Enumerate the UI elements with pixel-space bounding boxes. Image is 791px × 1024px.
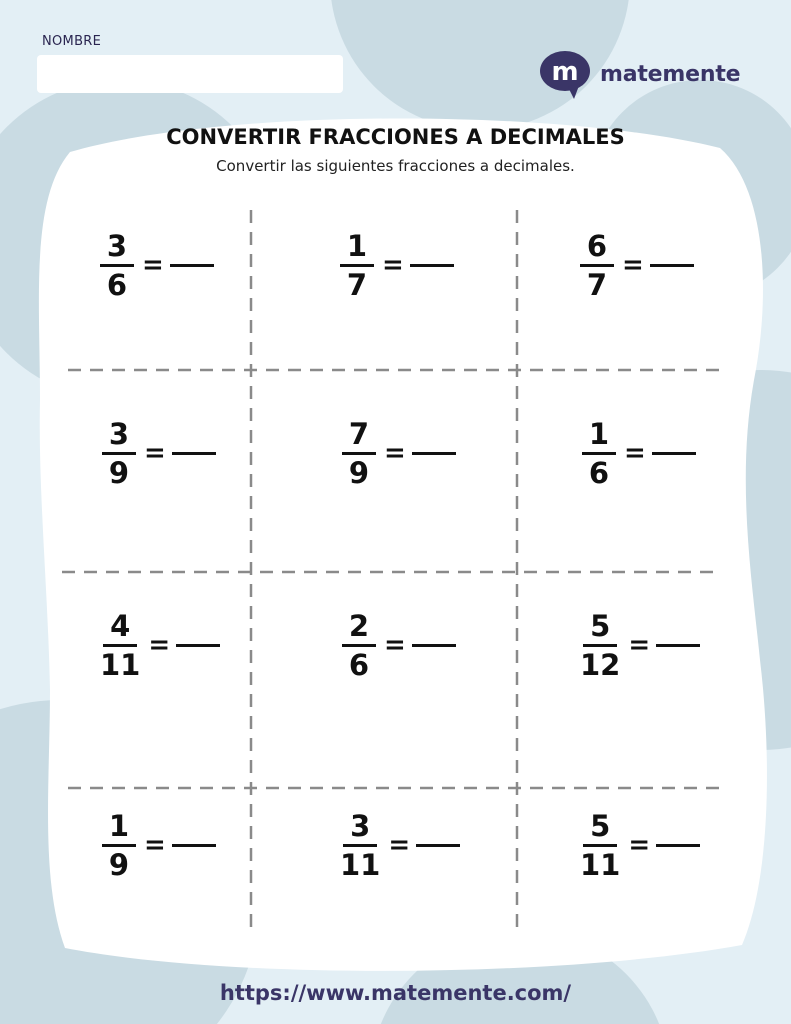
problem-cell [340,805,470,885]
denominator: 9 [108,847,130,882]
fraction [582,417,616,490]
numerator: 3 [350,808,371,843]
fraction-bar [583,644,617,647]
denominator: 11 [580,847,621,882]
denominator: 9 [108,455,130,490]
fraction-bar [583,844,617,847]
fraction [340,229,374,302]
numerator: 5 [590,808,611,843]
fraction [580,609,620,682]
answer-blank[interactable] [412,452,456,455]
equals-sign: = [628,630,651,660]
answer-blank[interactable] [172,452,216,455]
problem-cell [582,413,712,493]
fraction [102,809,136,882]
matemente-logo[interactable] [538,49,740,99]
problem-cell [580,225,710,305]
problem-cell [342,413,472,493]
equals-sign: = [388,830,411,860]
numerator: 3 [108,416,130,451]
equals-sign: = [148,630,171,660]
denominator: 9 [348,455,370,490]
fraction-bar [580,264,614,267]
equals-sign: = [628,830,651,860]
numerator: 4 [110,608,131,643]
worksheet-instructions: Convertir las siguientes fracciones a decimales. [216,157,575,175]
denominator: 6 [106,267,128,302]
fraction-bar [582,452,616,455]
footer-url[interactable]: https://www.matemente.com/ [219,981,572,1005]
fraction [102,417,136,490]
problem-cell [102,413,232,493]
fraction-bar [102,452,136,455]
fraction-bar [102,844,136,847]
problem-cell [342,605,472,685]
equals-sign: = [384,438,406,468]
equals-sign: = [144,438,166,468]
fraction [342,417,376,490]
answer-blank[interactable] [652,452,696,455]
equals-sign: = [384,630,406,660]
denominator: 7 [346,267,368,302]
numerator: 5 [590,608,611,643]
numerator: 1 [108,808,130,843]
problem-cell [580,805,710,885]
fraction-bar [340,264,374,267]
svg-text:m: m [551,57,579,87]
answer-blank[interactable] [412,644,456,647]
name-field[interactable] [37,55,343,93]
answer-blank[interactable] [172,844,216,847]
equals-sign: = [142,250,164,280]
answer-blank[interactable] [656,844,700,847]
fraction [580,229,614,302]
problem-cell [100,605,230,685]
answer-blank[interactable] [410,264,454,267]
numerator: 3 [106,228,128,263]
worksheet-title: CONVERTIR FRACCIONES A DECIMALES [166,125,625,149]
answer-blank[interactable] [170,264,214,267]
fraction [342,609,376,682]
name-label: NOMBRE [42,34,102,49]
fraction-bar [343,844,377,847]
problem-cell [340,225,470,305]
problem-cell [580,605,710,685]
fraction-bar [342,452,376,455]
numerator: 1 [588,416,610,451]
equals-sign: = [622,250,644,280]
problem-cell [100,225,230,305]
numerator: 6 [586,228,608,263]
numerator: 7 [348,416,370,451]
numerator: 2 [348,608,370,643]
fraction [340,809,380,882]
speech-bubble-m-logo-icon [538,49,594,99]
equals-sign: = [624,438,646,468]
answer-blank[interactable] [176,644,220,647]
equals-sign: = [382,250,404,280]
answer-blank[interactable] [656,644,700,647]
fraction-bar [100,264,134,267]
numerator: 1 [346,228,368,263]
fraction-bar [103,644,137,647]
fraction [100,229,134,302]
denominator: 6 [588,455,610,490]
equals-sign: = [144,830,166,860]
denominator: 11 [340,847,381,882]
answer-blank[interactable] [650,264,694,267]
fraction-bar [342,644,376,647]
denominator: 12 [580,647,621,682]
problem-cell [102,805,232,885]
answer-blank[interactable] [416,844,460,847]
fraction [580,809,620,882]
logo-text: matemente [600,61,741,87]
denominator: 6 [348,647,370,682]
fraction [100,609,140,682]
denominator: 7 [586,267,608,302]
denominator: 11 [100,647,141,682]
